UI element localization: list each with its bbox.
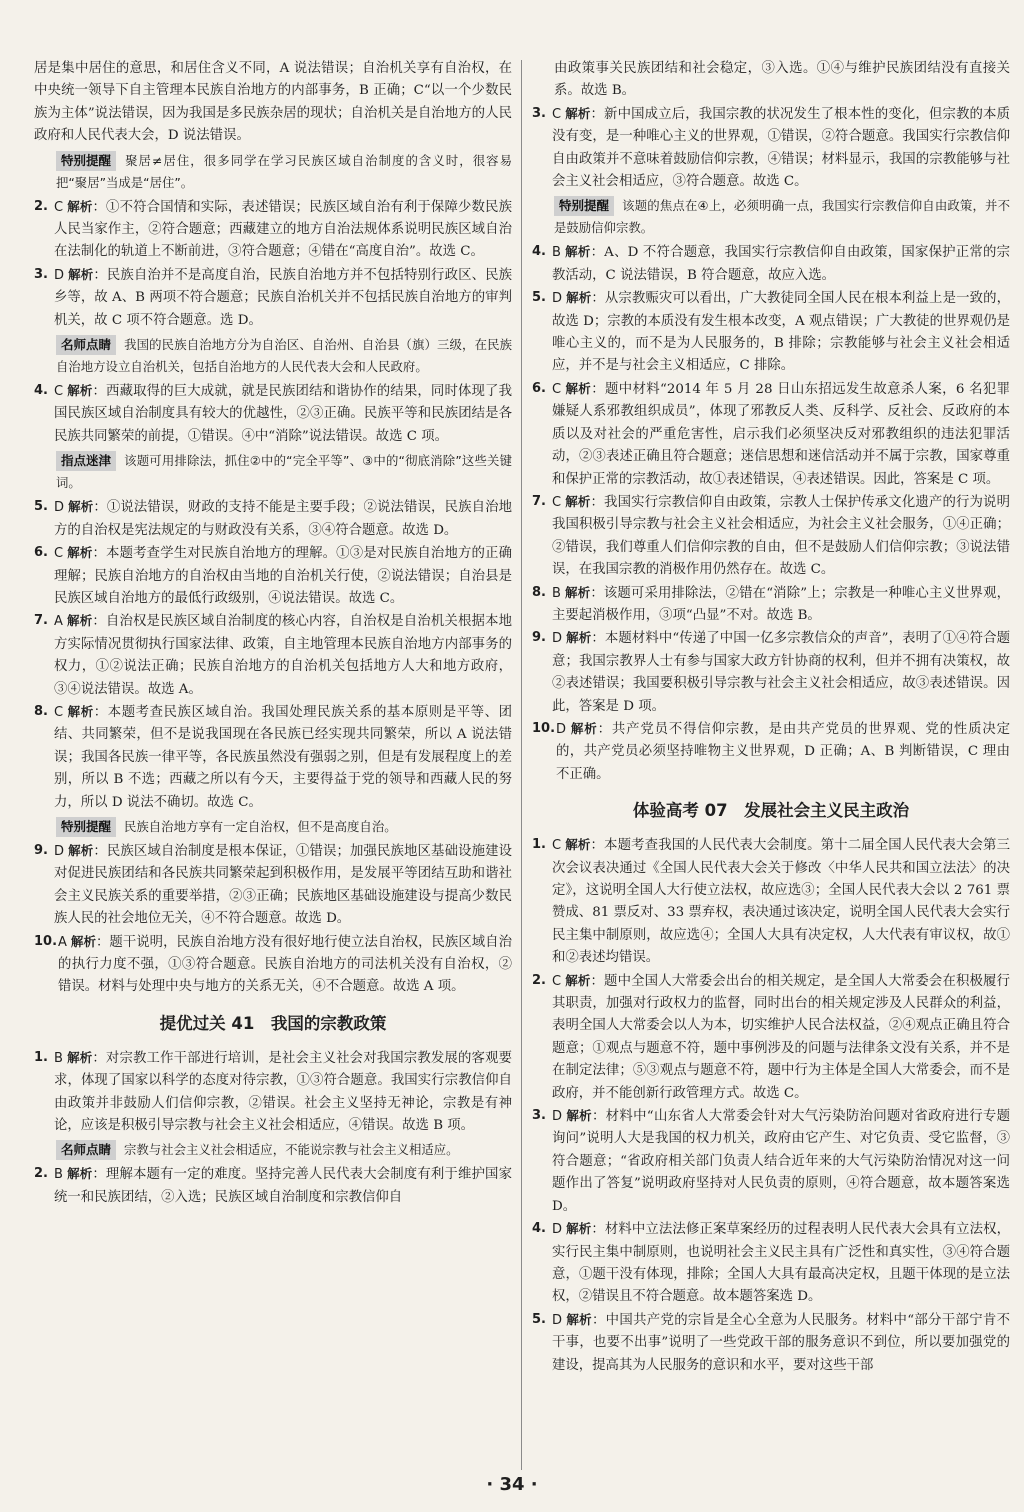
question-number: 5. xyxy=(34,499,48,515)
analysis-label: 解析 xyxy=(70,933,96,949)
question-number: 1. xyxy=(34,1049,48,1065)
section-heading: 提优过关 41 我国的宗教政策 xyxy=(159,1013,387,1033)
answer-letter: C xyxy=(54,384,64,400)
question-number: 5. xyxy=(532,1311,546,1327)
analysis-label: 解析 xyxy=(564,244,591,260)
question-number: 2. xyxy=(34,198,48,214)
question-number: 8. xyxy=(34,703,48,719)
answer-letter: C xyxy=(552,838,562,854)
answer-letter: C xyxy=(552,381,562,397)
answer-item xyxy=(34,542,512,610)
question-number: 3. xyxy=(34,266,48,282)
tip-text: 该题的焦点在④上，必须明确一点，我国实行宗教信仰自由政策，并不是鼓励信仰宗教。 xyxy=(554,198,1010,236)
analysis-label: 解析 xyxy=(566,1221,592,1237)
answer-letter: C xyxy=(54,199,64,215)
analysis-text: ：题干说明，民族自治地方没有很好地行使立法自治权，民族区域自治的执行力度不强，①③符合题意。民族自治地方的司法机关没有自治权，②错误。材料与处理中央与地方的关系无关，④不合题意。故选 A 项。 xyxy=(58,934,512,995)
answer-letter: D xyxy=(556,721,567,737)
question-number: 2. xyxy=(532,972,546,988)
question-number: 6. xyxy=(532,380,546,396)
answer-item xyxy=(532,287,1010,378)
tip-tag: 名师点睛 xyxy=(56,1140,116,1160)
tip-box xyxy=(56,150,512,194)
answer-item xyxy=(532,582,1010,628)
analysis-label: 解析 xyxy=(566,1108,592,1124)
tip-box xyxy=(56,1139,512,1161)
answer-item xyxy=(34,264,512,332)
analysis-label: 解析 xyxy=(66,1166,93,1182)
analysis-label: 解析 xyxy=(566,1311,592,1327)
analysis-label: 解析 xyxy=(566,630,592,646)
tip-tag: 名师点睛 xyxy=(56,335,116,355)
answer-item xyxy=(34,380,512,448)
answer-item xyxy=(532,718,1010,786)
analysis-label: 解析 xyxy=(565,105,591,121)
left-column xyxy=(34,58,512,1209)
answer-item xyxy=(34,701,512,814)
analysis-label: 解析 xyxy=(67,383,93,399)
answer-letter: D xyxy=(552,291,563,307)
analysis-text: ：材料中立法法修正案草案经历的过程表明人民代表大会具有立法权，实行民主集中制原则，也说明社会主义民主具有广泛性和真实性，③④符合题意，①题干没有体现，排除；全国人大具有最高决定权，且题干体现的是立法权，②错误且不符合题意。故本题答案选 D。 xyxy=(552,1222,1010,1305)
analysis-text: ：自治权是民族区域自治制度的核心内容，自治权是自治机关根据本地方实际情况贯彻执行国家法律、政策，自主地管理本民族自治地方内部事务的权力，①②说法正确；民族自治地方的自治机关包括地方人大和地方政府，③④说法错误。故选 A。 xyxy=(54,614,512,697)
analysis-label: 解析 xyxy=(565,380,592,396)
answer-item xyxy=(34,1163,512,1209)
answer-letter: D xyxy=(54,500,65,516)
analysis-text: ：该题可采用排除法，②错在“消除”上；宗教是一种唯心主义世界观，主要起消极作用，③项“凸显”不对。故选 B。 xyxy=(552,585,1010,623)
answer-letter: A xyxy=(54,614,63,630)
tip-text: 我国的民族自治地方分为自治区、自治州、自治县（旗）三级，在民族自治地方设立自治机关，包括自治地方的人民代表大会和人民政府。 xyxy=(56,337,512,375)
analysis-text: ：从宗教赈灾可以看出，广大教徒同全国人民在根本利益上是一致的，故选 D；宗教的本质没有发生根本改变，A 观点错误；广大教徒的世界观仍是唯心主义的，而不是为人民服务的，B 排除；宗教能够与社会主义社会相适应，并不是与社会主义相适应，C 排除。 xyxy=(552,291,1010,374)
answer-letter: A xyxy=(58,934,67,950)
answer-letter: B xyxy=(54,1167,63,1183)
column-divider xyxy=(521,60,522,1470)
answer-item xyxy=(34,196,512,264)
answer-item xyxy=(34,496,512,542)
analysis-text: ：中国共产党的宗旨是全心全意为人民服务。材料中“部分干部宁肯不干事，也要不出事”说明了一些党政干部的服务意识不到位，所以要加强党的建设，提高其为人民服务的意识和水平，要对这些干部 xyxy=(552,1312,1010,1373)
question-number: 8. xyxy=(532,584,546,600)
analysis-text: ：民族自治并不是高度自治，民族自治地方并不包括特别行政区、民族乡等，故 A、B 两项不符合题意；民族自治机关并不包括民族自治地方的审判机关，故 C 项不符合题意。选 D。 xyxy=(54,267,512,328)
right-column xyxy=(532,58,1010,1377)
page-number: · 34 · xyxy=(486,1474,538,1495)
answer-letter: D xyxy=(552,631,563,647)
question-number: 10. xyxy=(34,933,58,949)
analysis-label: 解析 xyxy=(565,837,591,853)
analysis-text: ：A、D 不符合题意，我国实行宗教信仰自由政策，国家保护正常的宗教活动，C 说法错误，B 符合题意，故应入选。 xyxy=(552,245,1010,283)
tip-tag: 特别提醒 xyxy=(56,151,116,171)
analysis-text: ：我国实行宗教信仰自由政策，宗教人士保护传承文化遗产的行为说明我国积极引导宗教与社会主义社会相适应，为社会主义社会服务，①④正确；②错误，我们尊重人们信仰宗教的自由，但不是鼓励人们信仰宗教；③说法错误，在我国宗教的消极作用仍然存在。故选 C。 xyxy=(552,494,1010,578)
answer-item xyxy=(34,840,512,931)
tip-text: 宗教与社会主义社会相适应，不能说宗教与社会主义相适应。 xyxy=(124,1142,459,1158)
analysis-text: ：材料中“山东省人大常委会针对大气污染防治问题对省政府进行专题询问”说明人大是我国的权力机关，政府由它产生、对它负责、受它监督，③符合题意；“省政府相关部门负责人结合近年来的大气污染防治情况对这一问题作出了答复”说明政府坚持对人民负责的原则，④符合题意，故本题答案选 D。 xyxy=(552,1109,1010,1214)
answer-letter: B xyxy=(54,1050,63,1066)
answer-item xyxy=(532,378,1010,491)
question-number: 4. xyxy=(532,244,546,260)
tip-box xyxy=(56,816,512,838)
question-number: 9. xyxy=(532,630,546,646)
tip-tag: 指点迷津 xyxy=(56,451,116,471)
answer-letter: D xyxy=(54,267,65,283)
analysis-label: 解析 xyxy=(570,720,598,736)
answer-letter: D xyxy=(552,1312,563,1328)
analysis-label: 解析 xyxy=(67,703,94,719)
answer-item xyxy=(532,1218,1010,1309)
answer-letter: D xyxy=(54,843,65,859)
answer-letter: C xyxy=(552,494,562,510)
analysis-text: ：本题考查我国的人民代表大会制度。第十二届全国人民代表大会第三次会议表决通过《全国人民代表大会关于修改〈中华人民共和国立法法〉的决定》，这说明全国人大行使立法权，故应选③；全国人民代表大会以 2 761 票赞成、81 票反对、33 票弃权，表决通过该决定，说明全国人民代表大会实行民主集中制原则，故应选④；全国人大具有决定权，人大代表有审议权，故①和②表述均错误。 xyxy=(552,838,1010,966)
answer-letter: C xyxy=(552,106,562,122)
analysis-text: ：题中全国人大常委会出台的相关规定，是全国人大常委会在积极履行其职责，加强对行政权力的监督，同时出台的相关规定涉及人民群众的利益，表明全国人大常委会以人为本，切实维护人民合法权益，②④观点正确且符合题意；①观点与题意不符，题中事例涉及的问题与法律条文没有关系，并不是在制定法律；⑤③观点与题意不符，题中行为主体是全国人大常委会，而不是政府，并不能创新行政管理方式。故选 C。 xyxy=(552,973,1010,1101)
analysis-label: 解析 xyxy=(67,545,93,561)
analysis-label: 解析 xyxy=(68,266,94,282)
analysis-label: 解析 xyxy=(68,499,94,515)
answer-letter: D xyxy=(552,1222,563,1238)
question-number: 10. xyxy=(532,720,556,736)
answer-letter: C xyxy=(54,546,64,562)
question-number: 3. xyxy=(532,1108,546,1124)
answer-item xyxy=(532,627,1010,718)
question-number: 4. xyxy=(532,1221,546,1237)
analysis-text: ：①不符合国情和实际，表述错误；民族区域自治有利于保障少数民族人民当家作主，②符合题意；西藏建立的地方自治法规体系说明民族区域自治在法制化的轨道上不断前进，③符合题意；④错在“高度自治”。故选 C。 xyxy=(54,199,512,260)
analysis-text: ：①说法错误，财政的支持不能是主要手段；②说法错误，民族自治地方的自治权是宪法规定的与财政没有关系，③④符合题意。故选 D。 xyxy=(54,500,512,538)
answer-item xyxy=(34,610,512,701)
analysis-label: 解析 xyxy=(565,493,591,509)
answer-letter: B xyxy=(552,585,561,601)
question-number: 3. xyxy=(532,105,546,121)
analysis-label: 解析 xyxy=(565,972,591,988)
question-number: 7. xyxy=(532,493,546,509)
analysis-text: ：本题材料中“传递了中国一亿多宗教信众的声音”，表明了①④符合题意；我国宗教界人士有参与国家大政方针协商的权利，但并不拥有决策权，故②表述错误；我国要积极引导宗教与社会主义社会相适应，故③表述错误。因此，答案是 D 项。 xyxy=(552,631,1010,714)
analysis-text: ：民族区域自治制度是根本保证，①错误；加强民族地区基础设施建设对促进民族团结和各民族共同繁荣起到积极作用，是发展平等团结互助和谐社会主义民族关系的重要举措，②③正确；民族地区基础设施建设与提高少数民族人民的社会地位无关，④不符合题意。故选 D。 xyxy=(54,843,512,927)
continued-paragraph: 由政策事关民族团结和社会稳定，③入选。①④与维护民族团结没有直接关系。故选 B。 xyxy=(554,61,1010,99)
analysis-text: ：新中国成立后，我国宗教的状况发生了根本性的变化，但宗教的本质没有变，是一种唯心主义的世界观，①错误，②符合题意。我国实行宗教信仰自由政策并不意味着鼓励信仰宗教，④错误；材料显示，我国的宗教能够与社会主义社会相适应，③符合题意。故选 C。 xyxy=(552,106,1010,190)
question-number: 9. xyxy=(34,842,48,858)
answer-item xyxy=(532,1105,1010,1218)
intro-paragraph: 居是集中居住的意思，和居住含义不同，A 说法错误；自治机关享有自治权，在中央统一领导下自主管理本民族自治地方的内部事务，B 正确；C“以一个少数民族为主体”说法错误，因为我国是多民族杂居的现状；自治机关是自治地方的人民政府和人民代表大会，D 说法错误。 xyxy=(34,61,512,144)
answer-item xyxy=(532,103,1010,194)
question-number: 1. xyxy=(532,837,546,853)
answer-letter: C xyxy=(54,704,64,720)
analysis-text: ：共产党员不得信仰宗教，是由共产党员的世界观、党的性质决定的，共产党员必须坚持唯物主义世界观，D 正确；A、B 判断错误，C 理由不正确。 xyxy=(556,721,1010,782)
analysis-label: 解析 xyxy=(566,290,592,306)
tip-box xyxy=(56,334,512,378)
tip-box xyxy=(56,450,512,494)
tip-text: 聚居≠居住，很多同学在学习民族区域自治制度的含义时，很容易把“聚居”当成是“居住”。 xyxy=(56,152,512,190)
answer-item xyxy=(532,970,1010,1105)
analysis-label: 解析 xyxy=(66,613,93,629)
section-heading: 体验高考 07 发展社会主义民主政治 xyxy=(632,801,910,821)
analysis-label: 解析 xyxy=(66,1049,93,1065)
analysis-text: ：本题考查民族区域自治。我国处理民族关系的基本原则是平等、团结、共同繁荣，但不是说我国现在各民族已经实现共同繁荣，所以 A 说法错误；我国各民族一律平等，各民族虽然没有强弱之别，但是有发展程度上的差别，所以 B 不选；西藏之所以有今天，主要得益于党的领导和西藏人民的努力，所以 D 说法不确切。故选 C。 xyxy=(54,704,512,810)
analysis-text: ：题中材料“2014 年 5 月 28 日山东招远发生故意杀人案，6 名犯罪嫌疑人系邪教组织成员”，体现了邪教反人类、反科学、反社会、反政府的本质以及对社会的严重危害性，启示我们必须坚决反对邪教组织的违法犯罪活动，②③表述正确且符合题意；迷信思想和迷信活动并不属于宗教，国家尊重和保护正常的宗教活动，故①表述错误，④表述错误。因此，答案是 C 项。 xyxy=(552,381,1010,487)
answer-letter: D xyxy=(552,1109,563,1125)
analysis-label: 解析 xyxy=(564,584,591,600)
answer-letter: B xyxy=(552,245,561,261)
question-number: 4. xyxy=(34,383,48,399)
analysis-label: 解析 xyxy=(67,198,93,214)
question-number: 7. xyxy=(34,613,48,629)
tip-text: 民族自治地方享有一定自治权，但不是高度自治。 xyxy=(124,818,397,834)
question-number: 6. xyxy=(34,545,48,561)
answer-item xyxy=(532,834,1010,969)
tip-tag: 特别提醒 xyxy=(56,817,116,837)
analysis-text: ：对宗教工作干部进行培训，是社会主义社会对我国宗教发展的客观要求，体现了国家以科学的态度对待宗教，①③符合题意。我国实行宗教信仰自由政策并非鼓励人们信仰宗教，②错误。社会主义坚持无神论，宗教是有神论，应该是积极引导宗教与社会主义社会相适应，④错误。故选 B 项。 xyxy=(54,1050,512,1134)
analysis-text: ：本题考查学生对民族自治地方的理解。①③是对民族自治地方的正确理解；民族自治地方的自治权由当地的自治机关行使，②说法错误；自治县是民族区域自治地方的最低行政级别，④说法错误。故选 C。 xyxy=(54,546,512,606)
analysis-text: ：理解本题有一定的难度。坚持完善人民代表大会制度有利于维护国家统一和民族团结，②入选；民族区域自治制度和宗教信仰自 xyxy=(54,1167,512,1205)
answer-item xyxy=(532,1309,1010,1377)
answer-letter: C xyxy=(552,973,562,989)
tip-tag: 特别提醒 xyxy=(554,196,614,216)
tip-text: 该题可用排除法，抓住②中的“完全平等”、③中的“彻底消除”这些关键词。 xyxy=(56,453,512,491)
analysis-label: 解析 xyxy=(68,842,94,858)
answer-item xyxy=(34,1047,512,1138)
tip-box xyxy=(554,195,1010,239)
analysis-text: ：西藏取得的巨大成就，就是民族团结和谐协作的结果，同时体现了我国民族区域自治制度具有较大的优越性，②③正确。民族平等和民族团结是各民族共同繁荣的前提，①错误。④中“消除”说法错误。故选 C 项。 xyxy=(54,384,512,444)
answer-item xyxy=(34,931,512,999)
answer-item xyxy=(532,241,1010,287)
question-number: 5. xyxy=(532,290,546,306)
answer-item xyxy=(532,491,1010,582)
question-number: 2. xyxy=(34,1166,48,1182)
